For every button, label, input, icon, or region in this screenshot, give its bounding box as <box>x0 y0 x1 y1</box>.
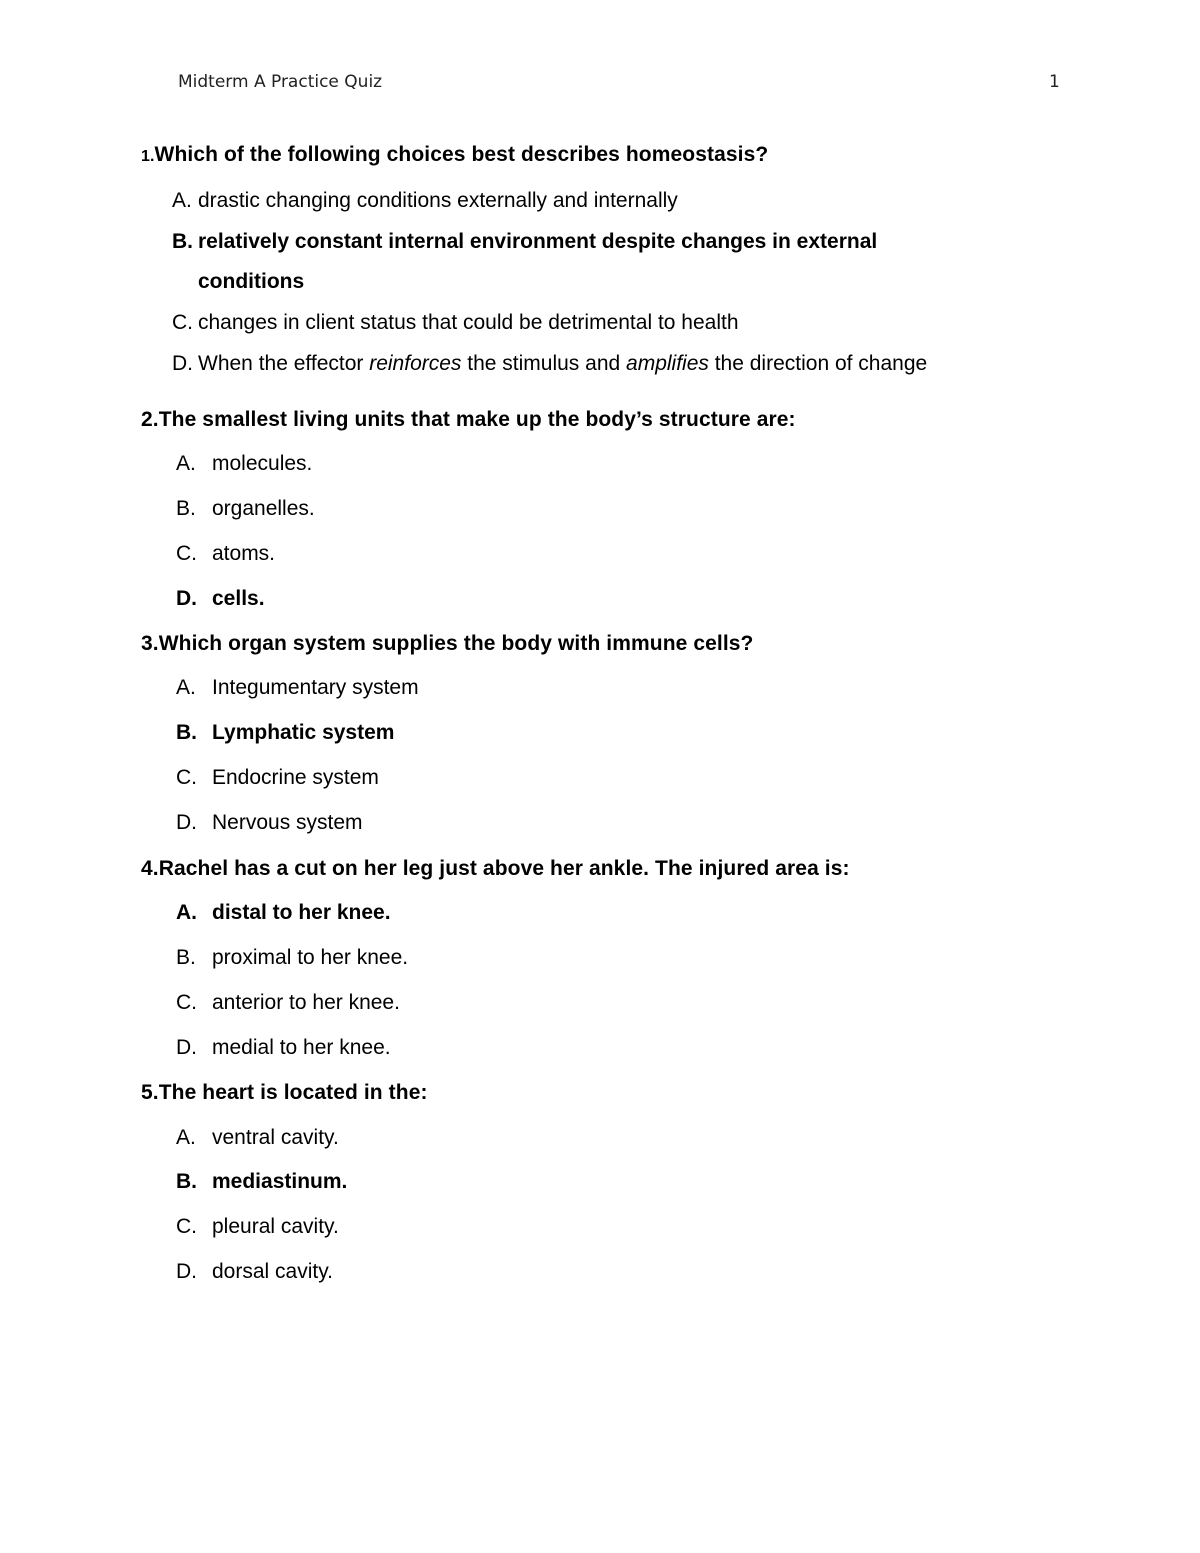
option-letter: B. <box>176 1170 197 1193</box>
question-text: Which of the following choices best describes homeostasis? <box>154 143 769 166</box>
option-2b <box>176 497 315 521</box>
option-4b <box>176 946 408 970</box>
option-4d <box>176 1036 391 1060</box>
option-2d <box>176 587 265 611</box>
question-number: 1. <box>141 148 155 165</box>
question-5 <box>141 1081 428 1105</box>
option-letter: B. <box>172 230 193 253</box>
question-text: The smallest living units that make up the body’s structure are: <box>158 408 796 431</box>
question-number: 3. <box>141 632 159 655</box>
question-text: Rachel has a cut on her leg just above her ankle. The injured area is: <box>158 857 850 880</box>
option-text: drastic changing conditions externally and internally <box>198 189 678 212</box>
option-text: Integumentary system <box>212 676 419 699</box>
option-letter: A. <box>172 189 192 212</box>
option-text: distal to her knee. <box>212 901 391 924</box>
option-text: dorsal cavity. <box>212 1260 333 1283</box>
option-text: Nervous system <box>212 811 363 834</box>
option-1b <box>172 230 877 254</box>
option-letter: D. <box>176 811 197 834</box>
option-3a <box>176 676 419 700</box>
option-text: proximal to her knee. <box>212 946 409 969</box>
option-1d <box>172 352 927 376</box>
option-text: changes in client status that could be detrimental to health <box>198 311 739 334</box>
option-letter: C. <box>176 766 197 789</box>
option-text: mediastinum. <box>212 1170 348 1193</box>
option-letter: A. <box>176 901 197 924</box>
option-text: anterior to her knee. <box>212 991 400 1014</box>
option-letter: D. <box>176 1260 197 1283</box>
question-number: 4. <box>141 857 159 880</box>
option-text: pleural cavity. <box>212 1215 339 1238</box>
option-text-part: the direction of change <box>708 352 928 375</box>
option-letter: D. <box>176 1036 197 1059</box>
option-5a <box>176 1126 339 1150</box>
option-text: molecules. <box>212 452 313 475</box>
option-2c <box>176 542 275 566</box>
question-number: 2. <box>141 408 159 431</box>
option-text-part: When the effector <box>198 352 370 375</box>
option-5b <box>176 1170 347 1194</box>
option-1c <box>172 311 739 335</box>
option-letter: A. <box>176 1126 196 1149</box>
question-4 <box>141 857 850 881</box>
option-letter: D. <box>172 352 193 375</box>
option-3d <box>176 811 363 835</box>
header-title: Midterm A Practice Quiz <box>178 72 383 92</box>
option-letter: B. <box>176 497 196 520</box>
option-3b <box>176 721 394 745</box>
option-4c <box>176 991 400 1015</box>
option-text-italic: amplifies <box>626 352 709 375</box>
option-letter: C. <box>172 311 193 334</box>
question-3 <box>141 632 754 656</box>
option-3c <box>176 766 379 790</box>
question-text: The heart is located in the: <box>158 1081 428 1104</box>
option-letter: C. <box>176 1215 197 1238</box>
option-text-part: the stimulus and <box>461 352 627 375</box>
option-letter: C. <box>176 991 197 1014</box>
option-text: Lymphatic system <box>212 721 395 744</box>
option-1b-continuation: conditions <box>198 270 305 293</box>
question-text: Which organ system supplies the body with immune cells? <box>158 632 754 655</box>
option-2a <box>176 452 312 476</box>
option-text: relatively constant internal environment despite changes in external <box>198 230 878 253</box>
option-letter: C. <box>176 542 197 565</box>
option-letter: D. <box>176 587 197 610</box>
option-letter: B. <box>176 721 197 744</box>
option-text: Endocrine system <box>212 766 379 789</box>
option-4a <box>176 901 391 925</box>
option-1a <box>172 189 678 213</box>
page-number: 1 <box>1049 72 1060 92</box>
question-number: 5. <box>141 1081 159 1104</box>
option-text: atoms. <box>212 542 276 565</box>
option-5c <box>176 1215 339 1239</box>
option-5d <box>176 1260 333 1284</box>
option-text: organelles. <box>212 497 315 520</box>
option-text: medial to her knee. <box>212 1036 391 1059</box>
option-text: ventral cavity. <box>212 1126 339 1149</box>
option-letter: B. <box>176 946 196 969</box>
question-1 <box>141 143 768 167</box>
option-letter: A. <box>176 676 196 699</box>
question-2 <box>141 408 796 432</box>
option-text-italic: reinforces <box>369 352 462 375</box>
option-letter: A. <box>176 452 196 475</box>
option-text: cells. <box>212 587 265 610</box>
